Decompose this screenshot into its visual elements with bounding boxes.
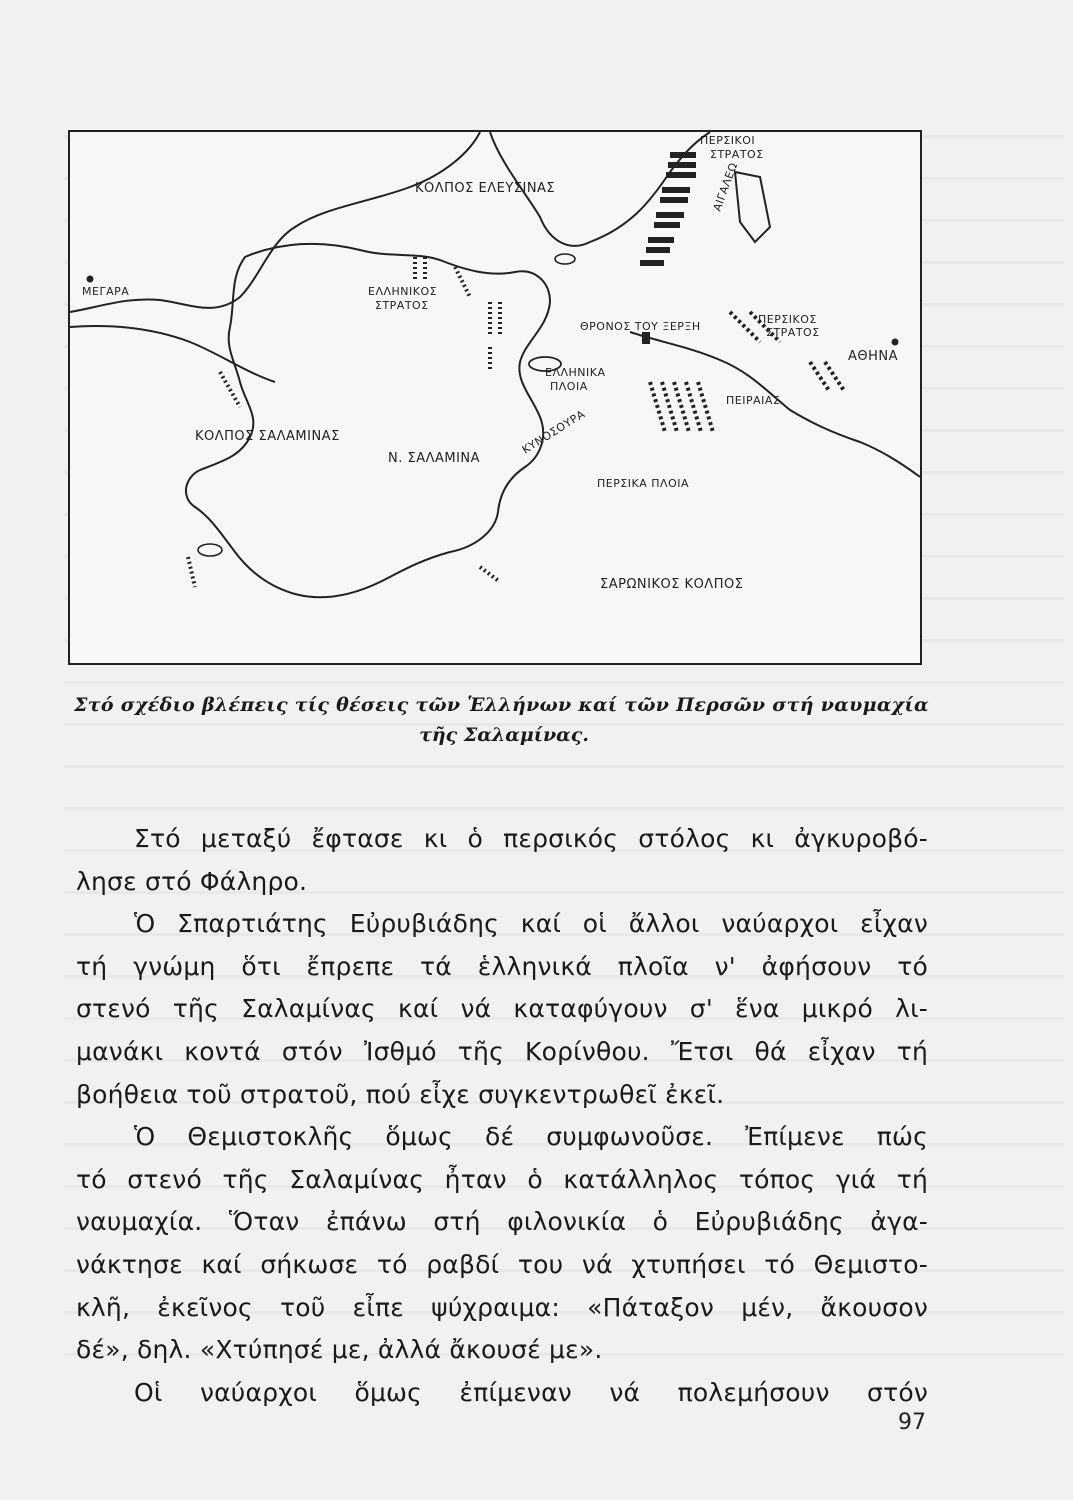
text-line: τή γνώμη ὅτι ἔπρεπε τά ἑλληνικά πλοῖα ν' ἀφήσουν τό <box>76 951 928 981</box>
map-label: ΠΕΡΣΙΚΟΙ <box>700 134 756 147</box>
text-line: κλῆ, ἐκεῖνος τοῦ εἶπε ψύχραιμα: «Πάταξον μέν, ἄκουσον <box>76 1292 928 1322</box>
text-line: ναυμαχία. Ὅταν ἐπάνω στή φιλονικία ὁ Εὐρυβιάδης ἀγα- <box>76 1207 928 1237</box>
greek-ships <box>188 257 500 587</box>
text-line: λησε στό Φάληρο. <box>76 866 308 896</box>
map-label: ΣΤΡΑΤΟΣ <box>710 148 764 161</box>
map-label: ΕΛΛΗΝΙΚΟΣ <box>368 285 438 298</box>
text-line: Ὁ Σπαρτιάτης Εὐρυβιάδης καί οἱ ἄλλοι ναύαρχοι εἶχαν <box>134 909 928 939</box>
text-line: μανάκι κοντά στόν Ἰσθμό τῆς Κορίνθου. Ἔτσι θά εἶχαν τή <box>76 1036 928 1066</box>
body-text <box>76 818 928 1414</box>
xerxes-throne-mark <box>642 332 650 344</box>
map-caption <box>74 690 934 750</box>
map-label: ΑΘΗΝΑ <box>848 349 899 364</box>
map-label: ΣΤΡΑΤΟΣ <box>375 299 429 312</box>
map-drawing <box>70 132 920 663</box>
map-label: ΘΡΟΝΟΣ ΤΟΥ ΞΕΡΞΗ <box>580 320 701 333</box>
text-line: τό στενό τῆς Σαλαμίνας ἦταν ὁ κατάλληλος τόπος γιά τή <box>76 1164 928 1194</box>
map-label: ΣΑΡΩΝΙΚΟΣ ΚΟΛΠΟΣ <box>600 577 744 592</box>
caption-line: τῆς Σαλαμίνας. <box>419 724 589 746</box>
text-line: Οἱ ναύαρχοι ὅμως ἐπίμεναν νά πολεμήσουν στόν <box>134 1377 928 1407</box>
map-label: ΜΕΓΑΡΑ <box>82 285 130 298</box>
map-label: ΕΛΛΗΝΙΚΑ <box>545 366 606 379</box>
map-label: ΠΕΙΡΑΙΑΣ <box>726 394 781 407</box>
small-islet <box>198 544 222 556</box>
aigaleo-hatch <box>735 172 770 242</box>
map-label: ΠΕΡΣΙΚΟΣ <box>758 313 817 326</box>
map-label: ΚΟΛΠΟΣ ΕΛΕΥΣΙΝΑΣ <box>415 181 556 196</box>
map-label: ΚΟΛΠΟΣ ΣΑΛΑΜΙΝΑΣ <box>195 429 340 444</box>
text-line: δέ», δηλ. «Χτύπησέ με, ἀλλά ἄκουσέ με». <box>76 1335 603 1365</box>
map-label: ΣΤΡΑΤΟΣ <box>766 326 820 339</box>
text-line: Ὁ Θεμιστοκλῆς ὅμως δέ συμφωνοῦσε. Ἐπίμενε πώς <box>134 1122 928 1152</box>
text-line: βοήθεια τοῦ στρατοῦ, πού εἶχε συγκεντρωθεῖ ἐκεῖ. <box>76 1079 725 1109</box>
athens-dot <box>892 339 899 346</box>
text-line: Στό μεταξύ ἔφτασε κι ὁ περσικός στόλος κι ἀγκυροβό- <box>134 824 928 853</box>
small-islet <box>555 254 575 264</box>
text-line: στενό τῆς Σαλαμίνας καί νά καταφύγουν σ' ἕνα μικρό λι- <box>76 994 928 1024</box>
map-label: ΑΙΓΑΛΕΩ <box>710 160 741 214</box>
megara-dot <box>87 276 94 283</box>
map-label: ΠΕΡΣΙΚΑ ΠΛΟΙΑ <box>597 477 690 490</box>
map-label: ΚΥΝΟΣΟΥΡΑ <box>519 407 588 457</box>
map-label: Ν. ΣΑΛΑΜΙΝΑ <box>388 451 481 466</box>
battle-map <box>68 130 922 665</box>
map-label: ΠΛΟΙΑ <box>550 380 588 393</box>
persian-army-blocks <box>640 152 696 266</box>
text-line: νάκτησε καί σήκωσε τό ραβδί του νά χτυπήσει τό Θεμιστο- <box>76 1249 928 1279</box>
page-number: 97 <box>898 1410 926 1435</box>
megara-south-coast <box>70 326 275 382</box>
caption-line: Στό σχέδιο βλέπεις τίς θέσεις τῶν Ἑλλήνων καί τῶν Περσῶν στή ναυμαχία <box>74 694 929 716</box>
